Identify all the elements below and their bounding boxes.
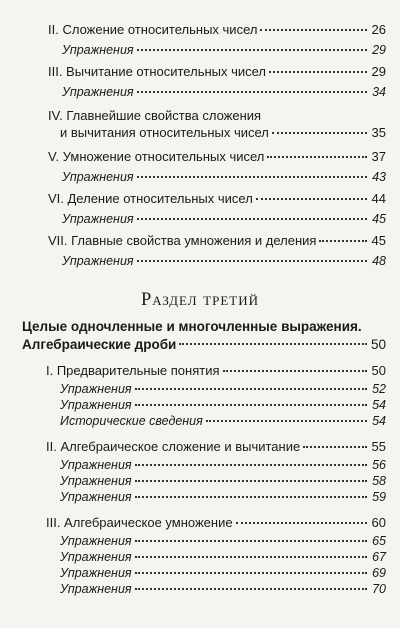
dot-leader (303, 446, 367, 448)
page-number: 55 (371, 439, 386, 454)
entry-label: VII. Главные свойства умножения и деления (48, 233, 317, 248)
entry-label: III. Алгебраическое умножение (46, 515, 233, 530)
dot-leader (256, 198, 367, 200)
page-number: 67 (372, 550, 386, 564)
toc-subentry (22, 397, 386, 413)
page-number: 50 (370, 337, 386, 352)
chapter-title-line1: Целые одночленные и многочленные выражения. (22, 319, 362, 334)
dot-leader (260, 29, 367, 31)
entry-label: Упражнения (60, 582, 132, 596)
toc-subentry (22, 549, 386, 565)
dot-leader (137, 49, 367, 51)
toc-group (22, 439, 386, 505)
page-number: 50 (371, 363, 386, 378)
page-number: 29 (371, 64, 386, 79)
dot-leader (269, 71, 367, 73)
dot-leader (267, 156, 367, 158)
chapter-heading (22, 318, 386, 354)
page-number: 58 (372, 474, 386, 488)
dot-leader (137, 176, 367, 178)
page-number: 37 (371, 149, 386, 164)
toc-subentry (22, 457, 386, 473)
entry-label: Упражнения (62, 212, 134, 226)
entry-label: V. Умножение относительных чисел (48, 149, 265, 164)
entry-label-line1: IV. Главнейшие свойства сложения (48, 108, 262, 123)
toc-subentry (22, 473, 386, 489)
entry-label: I. Предварительные понятия (46, 363, 220, 378)
toc-subentry (48, 211, 386, 227)
toc-subentry (48, 169, 386, 185)
section-title: Раздел третий (141, 290, 259, 310)
entry-label: Упражнения (62, 43, 134, 57)
entry-label: Упражнения (60, 398, 132, 412)
dot-leader (135, 588, 367, 590)
toc-entry (22, 515, 386, 531)
entry-label: Упражнения (60, 474, 132, 488)
toc-entry (48, 64, 386, 80)
toc-entry-multiline (48, 107, 386, 141)
entry-label: Упражнения (60, 566, 132, 580)
dot-leader (137, 91, 367, 93)
entry-label: Упражнения (60, 550, 132, 564)
toc-entry (48, 233, 386, 249)
entry-label: III. Вычитание относительных чисел (48, 64, 267, 79)
dot-leader (223, 370, 368, 372)
toc-entry (22, 439, 386, 455)
page-number: 45 (372, 212, 386, 226)
dot-leader (137, 218, 367, 220)
toc-subentry (22, 413, 386, 429)
toc-subentry (22, 381, 386, 397)
toc-subentry (22, 581, 386, 597)
page-number: 48 (372, 254, 386, 268)
toc-subentry (48, 253, 386, 269)
toc-subentry (48, 84, 386, 100)
entry-label: VI. Деление относительных чисел (48, 191, 253, 206)
dot-leader (135, 388, 367, 390)
entry-label: II. Сложение относительных чисел (48, 22, 258, 37)
page-number: 54 (372, 414, 386, 428)
entry-label: Упражнения (60, 458, 132, 472)
dot-leader (272, 132, 367, 134)
page-number: 59 (372, 490, 386, 504)
dot-leader (236, 522, 367, 524)
entry-label: Исторические сведения (60, 414, 203, 428)
dot-leader (135, 540, 367, 542)
toc-entry (48, 22, 386, 38)
entry-label: II. Алгебраическое сложение и вычитание (46, 439, 301, 454)
toc-subentry (22, 533, 386, 549)
dot-leader (319, 240, 367, 242)
toc-group (22, 515, 386, 597)
page-number: 45 (371, 233, 386, 248)
page-number: 44 (371, 191, 386, 206)
dot-leader (135, 464, 367, 466)
dot-leader (135, 404, 367, 406)
dot-leader (179, 343, 367, 345)
dot-leader (206, 420, 367, 422)
dot-leader (135, 480, 367, 482)
dot-leader (135, 572, 367, 574)
page-number: 43 (372, 170, 386, 184)
page-number: 60 (371, 515, 386, 530)
page-number: 56 (372, 458, 386, 472)
page-number: 35 (371, 125, 386, 140)
dot-leader (135, 556, 367, 558)
page-number: 54 (372, 398, 386, 412)
page-number: 70 (372, 582, 386, 596)
entry-label: Упражнения (62, 85, 134, 99)
toc-subentry (48, 42, 386, 58)
entry-label: Упражнения (60, 534, 132, 548)
page-number: 69 (372, 566, 386, 580)
entry-label: Упражнения (62, 170, 134, 184)
toc-group (22, 363, 386, 429)
entry-label: Упражнения (60, 490, 132, 504)
entry-label-line2: и вычитания относительных чисел (60, 125, 269, 140)
chapter-title-line2: Алгебраические дроби (22, 337, 177, 352)
toc-entry (22, 363, 386, 379)
toc-entry (48, 191, 386, 207)
page-number: 65 (372, 534, 386, 548)
toc-top-list (48, 22, 386, 269)
page-number: 34 (372, 85, 386, 99)
dot-leader (135, 496, 367, 498)
page-number: 26 (371, 22, 386, 37)
toc-subentry (22, 489, 386, 505)
entry-label: Упражнения (62, 254, 134, 268)
page-number: 29 (372, 43, 386, 57)
entry-label: Упражнения (60, 382, 132, 396)
toc-subentry (22, 565, 386, 581)
toc-bottom-list (22, 318, 386, 597)
toc-entry (48, 149, 386, 165)
page-number: 52 (372, 382, 386, 396)
dot-leader (137, 260, 367, 262)
